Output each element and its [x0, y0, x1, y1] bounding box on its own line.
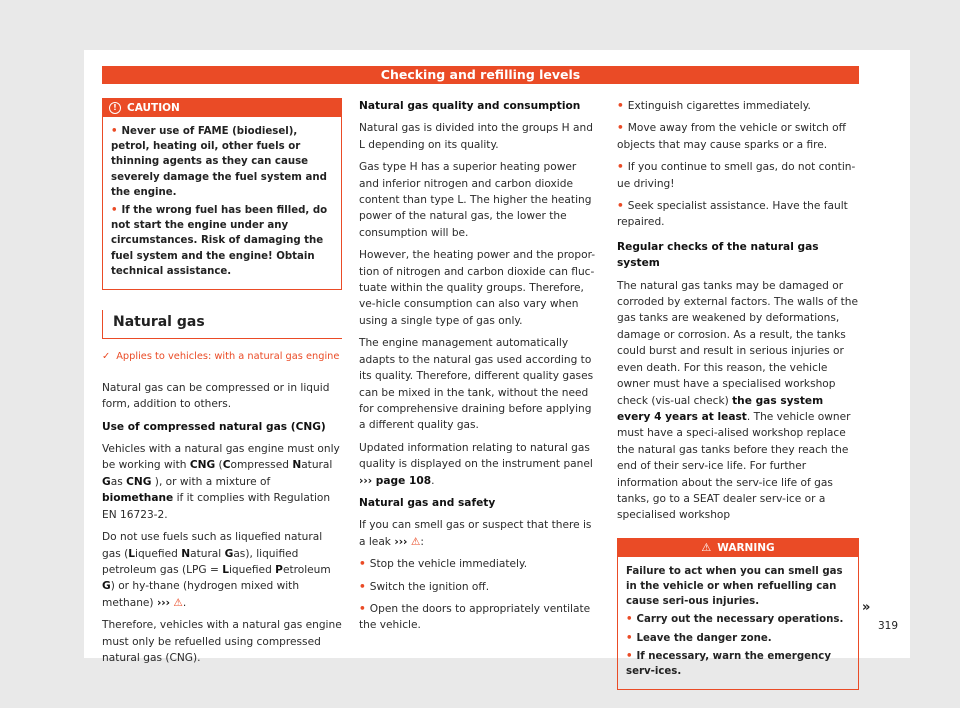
bullet-icon: • [617, 200, 624, 213]
caution-box [102, 98, 342, 290]
bullet-icon: • [111, 205, 118, 217]
bullet-icon: • [617, 122, 624, 135]
safety-heading: Natural gas and safety [359, 496, 496, 509]
bullet-icon: • [111, 126, 118, 137]
warning-intro: Failure to act when you can smell gas in the vehicle or when refuelling can cause seri-ous injuries. [626, 565, 843, 608]
warning-box [617, 538, 859, 690]
quality-paragraph: Gas type H has a superior heating power and inferior nitrogen and carbon dioxide content than type L. The higher the heating power of the natural gas, the lower the consumption will be. [359, 161, 592, 239]
bullet-icon: • [359, 580, 366, 593]
caution-header [103, 99, 341, 117]
safety-paragraph: If you can smell gas or suspect that there is a leak ››› ⚠: [359, 519, 592, 548]
list-item: • Extinguish cigarettes immediately. [617, 100, 811, 112]
column-1 [102, 98, 342, 672]
column-3 [617, 98, 859, 690]
fuel-warning-paragraph: Do not use fuels such as liquefied natural gas (Liquefied Natural Gas), liquified petroleum gas (LPG = Liquefied Petroleum G) or hy-thane (hydrogen mixed with methane) ››› ⚠. [102, 531, 331, 609]
warning-triangle-icon: ⚠ [173, 596, 183, 609]
bullet-icon: • [617, 100, 624, 112]
warning-item: • Carry out the necessary operations. [626, 614, 844, 626]
caution-label: CAUTION [127, 102, 180, 114]
column-2 [359, 98, 599, 640]
applies-note: ✓ Applies to vehicles: with a natural gas engine [102, 351, 340, 363]
bullet-icon: • [626, 650, 633, 662]
regular-checks-heading: Regular checks of the natural gas system [617, 240, 819, 270]
warning-triangle-icon: ⚠ [410, 535, 421, 548]
chapter-header: Checking and refilling levels [102, 66, 859, 84]
list-item: • Move away from the vehicle or switch off objects that may cause sparks or a fire. [617, 122, 846, 151]
quality-paragraph: Updated information relating to natural gas quality is displayed on the instrument panel ››› page 108. [359, 441, 593, 487]
list-item: • Open the doors to appropriately ventilate the vehicle. [359, 602, 591, 632]
info-circle-icon: ! [109, 102, 121, 114]
bullet-icon: • [359, 602, 366, 615]
caution-item: • If the wrong fuel has been filled, do not start the engine under any circumstances. Risk of damaging the fuel system and the engine! Obtain technical assistance. [111, 205, 328, 277]
caution-item: • Never use of FAME (biodiesel), petrol, heating oil, other fuels or thinning agents as they can cause severely damage the fuel system and the engine. [111, 126, 327, 198]
section-title: Natural gas [102, 310, 342, 339]
warning-item: • Leave the danger zone. [626, 632, 772, 644]
intro-paragraph: Natural gas can be compressed or in liquid form, addition to others. [102, 381, 330, 411]
reference-link[interactable]: ››› [394, 535, 408, 548]
quality-heading: Natural gas quality and consumption [359, 100, 581, 112]
caution-body [103, 117, 341, 289]
quality-paragraph: The engine management automatically adapts to the natural gas used according to its quality. Therefore, different quality gases can be mixed in the tank, without the need for comprehensive draining before applying a different quality gas. [359, 337, 594, 432]
warning-item: • If necessary, warn the emergency serv-ices. [626, 650, 831, 677]
regular-checks-paragraph: The natural gas tanks may be damaged or corroded by external factors. The walls of the gas tanks are weakened by deformations, damage or corrosion. As a result, the tanks could burst and result in serious injuries or even death. For this reason, the vehicle owner must have a specialised workshop check (vis-ual check) the gas system every 4 years at least. The vehicle owner must have a speci-alised workshop replace the natural gas tanks before they reach the end of their serv-ice life. For further information about the serv-ice life of gas tanks, go to a SEAT dealer serv-ice or a specialised workshop [617, 279, 858, 522]
warning-body [618, 557, 858, 689]
list-item: • If you continue to smell gas, do not contin-ue driving! [617, 161, 856, 190]
quality-paragraph: However, the heating power and the propor-tion of nitrogen and carbon dioxide can fluc-tuate within the quality groups. Therefore, ve-hicle consumption can also vary when using a single type of gas only. [359, 249, 596, 327]
reference-link[interactable]: ››› [156, 596, 171, 609]
bullet-icon: • [626, 632, 633, 644]
bullet-icon: • [359, 558, 366, 571]
warning-triangle-icon: ⚠ [701, 540, 712, 554]
bullet-icon: • [617, 161, 624, 174]
bullet-icon: • [626, 614, 633, 626]
cng-paragraph: Vehicles with a natural gas engine must only be working with CNG (Compressed Natural Gas CNG ), or with a mixture of biomethane if it complies with Regulation EN 16723-2. [102, 443, 340, 521]
list-item: • Stop the vehicle immediately. [359, 558, 528, 571]
warning-label: WARNING [717, 541, 775, 554]
check-icon: ✓ [102, 351, 111, 363]
list-item: • Switch the ignition off. [359, 580, 490, 593]
cng-only-paragraph: Therefore, vehicles with a natural gas engine must only be refuelled using compressed natural gas (CNG). [102, 619, 342, 664]
cng-heading: Use of compressed natural gas (CNG) [102, 420, 326, 433]
continue-marker: » [862, 600, 871, 615]
list-item: • Seek specialist assistance. Have the fault repaired. [617, 200, 848, 229]
quality-paragraph: Natural gas is divided into the groups H and L depending on its quality. [359, 122, 593, 151]
page-reference-link[interactable]: ››› page 108 [359, 474, 432, 487]
page-number: 319 [878, 620, 899, 632]
warning-header [618, 539, 858, 557]
